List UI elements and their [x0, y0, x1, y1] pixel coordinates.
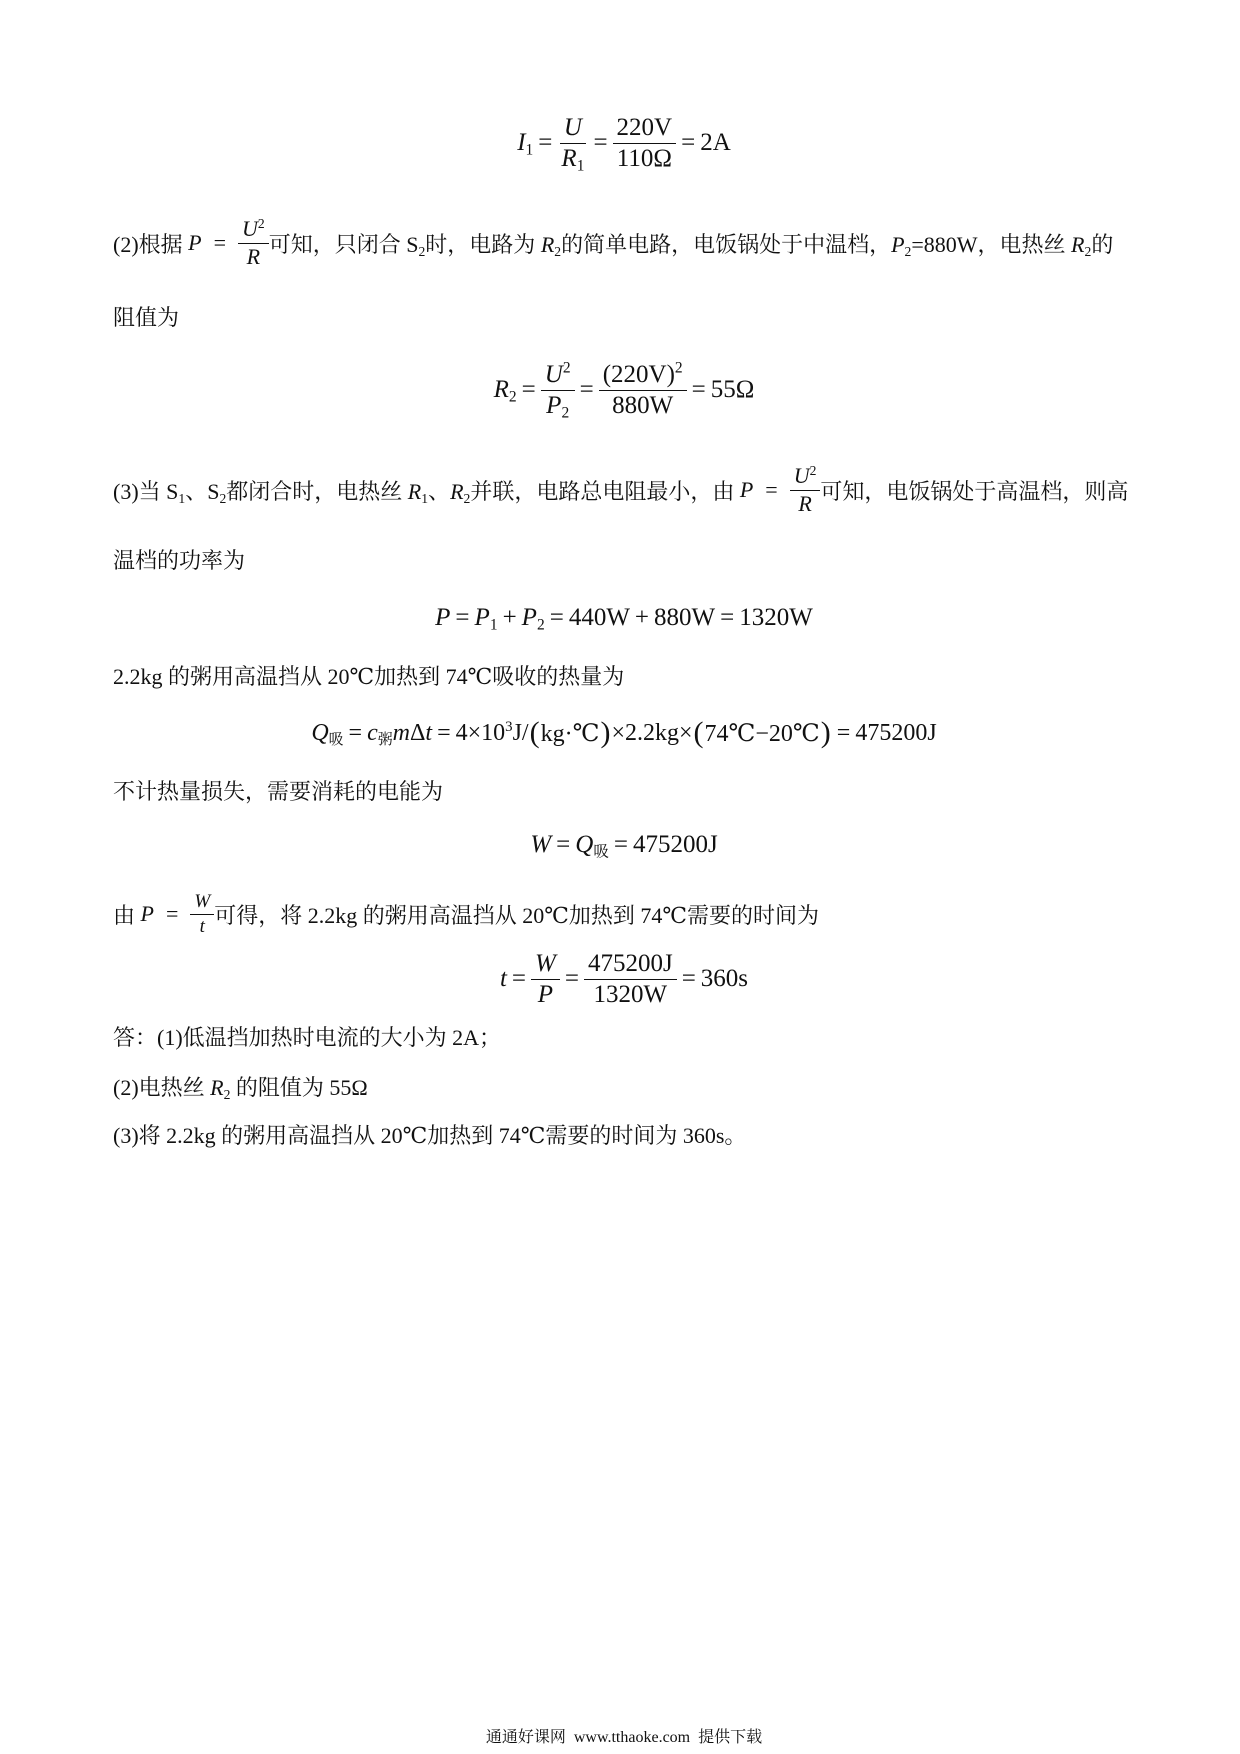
subscript: 2 [1084, 243, 1092, 259]
variable: Q [311, 719, 329, 746]
fraction [531, 950, 560, 1009]
paragraph-3-line-2: 温档的功率为 [113, 548, 246, 573]
equation-term [475, 604, 498, 632]
equation-term [456, 720, 529, 747]
variable: W [194, 891, 211, 913]
subscript: 1 [489, 616, 498, 634]
variable: U [242, 215, 258, 241]
operator: = [348, 719, 363, 746]
variable: R [407, 478, 422, 504]
operator: = [691, 376, 706, 403]
fraction-numerator [531, 950, 560, 980]
superscript: 2 [809, 462, 817, 478]
variable: I [517, 129, 526, 156]
fraction [557, 114, 588, 173]
right-parenthesis: ) [820, 716, 831, 749]
subscript: 1 [178, 490, 186, 506]
variable: P [891, 231, 905, 257]
text-segment: 的 [1091, 231, 1114, 257]
variable: P [188, 230, 202, 255]
variable: R [1071, 231, 1085, 257]
fraction-numerator: 220V [613, 114, 677, 144]
variable: W [535, 949, 556, 977]
equation-low-heat-current [113, 111, 1135, 175]
variable: t [425, 719, 433, 746]
operator: = [538, 129, 553, 156]
subscript: 1 [525, 141, 534, 159]
operator: × [611, 719, 625, 746]
variable: t [499, 965, 507, 992]
superscript: 2 [562, 359, 571, 377]
variable: W [530, 831, 552, 858]
text-segment: 的阻值为 55Ω [230, 1075, 368, 1100]
text-segment: =880W，电热丝 [911, 231, 1072, 257]
operator: = [681, 965, 696, 992]
subscript: 2 [219, 490, 227, 506]
answer-line-2 [113, 1073, 368, 1103]
value: J/ [512, 719, 529, 746]
fraction-numerator [560, 114, 586, 144]
operator: = [564, 965, 579, 992]
text-run [269, 228, 1114, 259]
operator: = [549, 604, 564, 631]
equation-heating-time [113, 947, 1135, 1011]
variable: c [367, 719, 378, 746]
operator: = [765, 477, 778, 502]
operator: = [437, 719, 451, 746]
equation-heat-absorbed [113, 701, 1135, 765]
operator: × [679, 719, 693, 746]
value: 2.2kg [625, 719, 679, 746]
value: 880W [654, 604, 716, 631]
subscript: 粥 [377, 731, 393, 748]
value: 55Ω [710, 376, 755, 403]
value: 4×10 [455, 719, 506, 746]
equation-high-power [113, 586, 1135, 650]
operator: = [681, 129, 696, 156]
paragraph-2-line-2: 阻值为 [113, 305, 180, 330]
subscript: 2 [508, 388, 517, 406]
fraction-denominator [196, 915, 209, 937]
variable: R [798, 490, 812, 516]
value: 74℃−20℃ [704, 720, 820, 747]
text-segment: (2)根据 [113, 231, 189, 257]
fraction-numerator [790, 464, 821, 491]
fraction-denominator: 880W [612, 391, 674, 419]
equation-electric-energy [113, 813, 1135, 877]
delta-symbol: Δ [409, 719, 426, 746]
operator: = [593, 129, 608, 156]
fraction [584, 950, 677, 1009]
paragraph-3-line-1 [113, 458, 1128, 522]
fraction-numerator: 475200J [584, 950, 677, 980]
text-segment: (2)电热丝 [113, 1075, 211, 1100]
value: kg·℃ [540, 720, 600, 747]
variable: t [199, 915, 205, 937]
text-segment: 可知，只闭合 S [268, 231, 419, 257]
fraction-denominator: 1320W [593, 980, 668, 1008]
text-segment: 都闭合时，电热丝 [226, 478, 408, 504]
subscript: 吸 [593, 843, 609, 861]
text-segment: 可得，将 2.2kg 的粥用高温挡从 20℃加热到 74℃需要的时间为 [214, 902, 819, 928]
value: (220V) [602, 360, 675, 388]
variable: U [544, 360, 563, 388]
fraction [541, 361, 575, 420]
equation-term [494, 376, 517, 404]
text-segment: 、 [428, 478, 451, 504]
page-footer: 通通好课网 www.tthaoke.com 提供下载 [485, 1729, 763, 1746]
fraction [613, 114, 677, 173]
operator: + [634, 604, 650, 631]
operator: = [521, 376, 536, 403]
subscript: 1 [421, 490, 429, 506]
operator: = [511, 965, 527, 992]
fraction-numerator [541, 361, 575, 391]
operator: = [579, 376, 594, 403]
superscript: 3 [505, 718, 513, 735]
operator: + [502, 604, 517, 631]
operator: = [613, 831, 628, 858]
subscript: 2 [561, 403, 570, 421]
operator: = [556, 831, 571, 858]
value: 475200J [632, 831, 718, 858]
equation-term [575, 831, 609, 859]
variable: m [392, 719, 410, 746]
variable: P [546, 391, 562, 419]
fraction-denominator [534, 980, 557, 1009]
value: 475200J [855, 719, 937, 746]
subscript: 2 [463, 490, 471, 506]
paragraph-2-line-1 [113, 211, 1113, 275]
variable: R [561, 144, 577, 172]
operator: = [720, 604, 735, 631]
paragraph-heat-absorbed: 2.2kg 的粥用高温挡从 20℃加热到 74℃吸收的热量为 [113, 664, 625, 689]
variable: R [493, 376, 509, 403]
equation-term [367, 720, 432, 747]
variable: Q [575, 831, 594, 858]
paragraph-time-needed [113, 882, 819, 946]
subscript: 2 [536, 616, 545, 634]
fraction-numerator [238, 217, 269, 244]
operator: = [213, 230, 227, 255]
subscript: 1 [576, 156, 585, 174]
left-parenthesis: ( [529, 716, 540, 749]
operator: = [836, 719, 851, 746]
answer-line-1: 答：(1)低温挡加热时电流的大小为 2A； [113, 1025, 502, 1050]
fraction-denominator: 110Ω [616, 144, 672, 172]
operator: = [165, 901, 179, 926]
variable: P [521, 604, 537, 631]
variable: P [537, 980, 554, 1008]
paragraph-energy-needed: 不计热量损失，需要消耗的电能为 [113, 779, 444, 804]
fraction [790, 464, 821, 516]
equation-term [517, 129, 533, 157]
fraction-denominator [794, 491, 815, 517]
text-segment: (3)当 S [113, 478, 179, 504]
variable: R [210, 1075, 224, 1100]
variable: P [474, 604, 490, 631]
left-parenthesis: ( [693, 716, 704, 749]
equation-term [311, 720, 343, 747]
variable: R [246, 243, 261, 269]
variable: P [435, 604, 451, 631]
subscript: 2 [554, 243, 562, 259]
right-parenthesis: ) [600, 716, 611, 749]
value: 1320W [739, 604, 813, 631]
fraction [599, 361, 687, 420]
fraction-numerator [599, 361, 687, 391]
value: 360s [700, 965, 749, 992]
answer-line-3: (3)将 2.2kg 的粥用高温挡从 20℃加热到 74℃需要的时间为 360s。 [113, 1123, 747, 1148]
text-run [113, 475, 740, 506]
superscript: 2 [674, 359, 683, 377]
fraction-denominator [243, 244, 264, 270]
text-segment: 、S [185, 478, 220, 504]
fraction-denominator [542, 391, 573, 420]
text-segment: 由 [113, 902, 141, 928]
variable: P [140, 901, 154, 926]
equation-term [522, 604, 545, 632]
fraction [238, 217, 269, 269]
variable: U [793, 462, 810, 488]
text-segment: 的简单电路，电饭锅处于中温档， [561, 231, 892, 257]
fraction-numerator [190, 891, 214, 914]
operator: = [455, 604, 470, 631]
superscript: 2 [257, 215, 265, 231]
fraction-denominator [557, 144, 588, 173]
subscript: 2 [418, 243, 426, 259]
fraction [190, 891, 214, 937]
value: 440W [568, 604, 630, 631]
text-segment: 可知，电饭锅处于高温档，则高 [820, 478, 1129, 504]
subscript: 吸 [328, 731, 344, 748]
variable: U [563, 113, 582, 141]
text-segment: 时，电路为 [425, 231, 541, 257]
variable: R [540, 231, 555, 257]
variable: R [450, 478, 464, 504]
variable: P [739, 477, 754, 502]
value: 2A [700, 129, 731, 156]
subscript: 2 [904, 243, 912, 259]
text-segment: 并联，电路总电阻最小，由 [470, 478, 740, 504]
equation-resistance-r2 [113, 358, 1135, 422]
subscript: 2 [223, 1086, 231, 1102]
